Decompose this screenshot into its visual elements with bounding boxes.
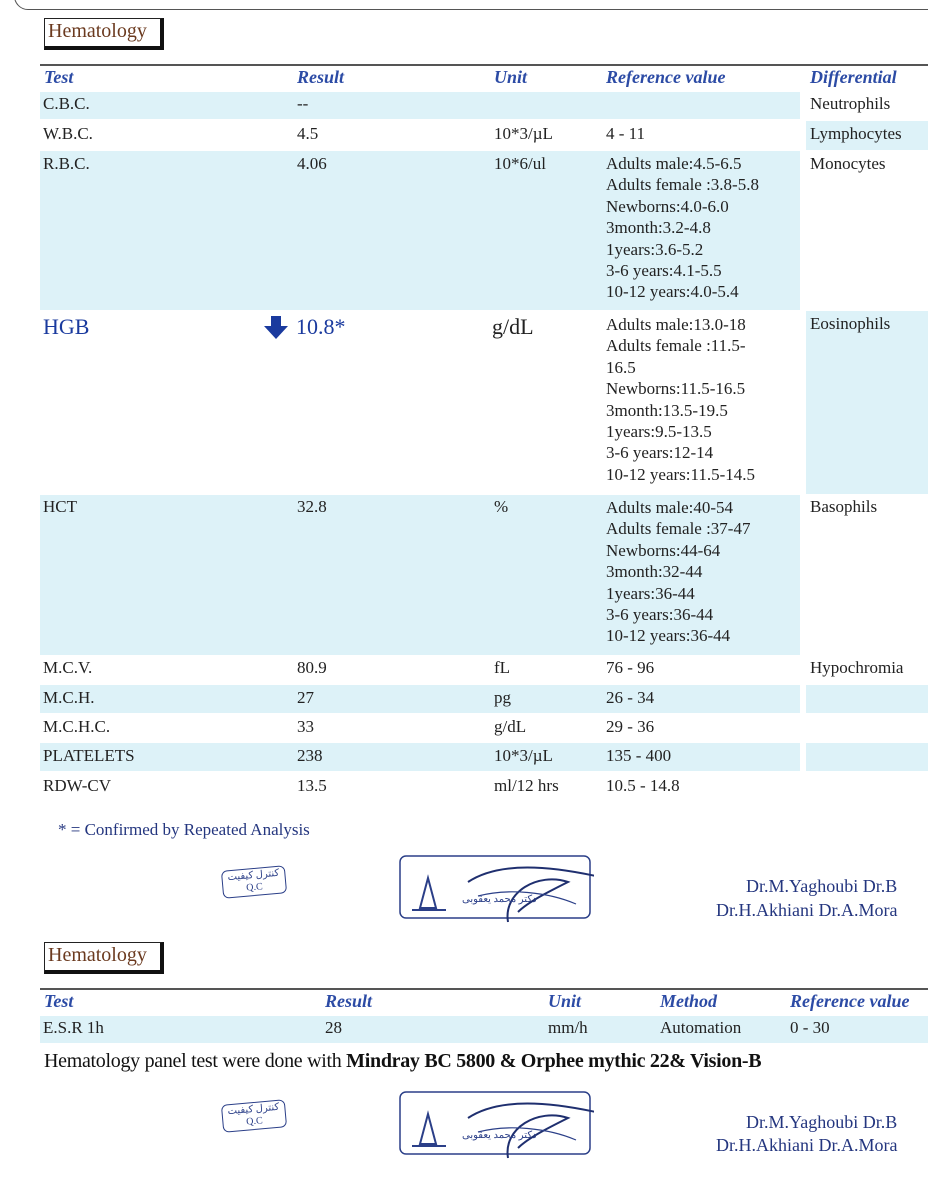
reference-line: Newborns:11.5-16.5: [606, 379, 746, 399]
differential-label: Hypochromia: [810, 658, 904, 677]
reference-line: 3-6 years:4.1-5.5: [606, 261, 722, 281]
reference-line: Newborns:4.0-6.0: [606, 196, 729, 216]
header-rule: [40, 64, 928, 66]
qc-stamp-label: Q.C: [245, 881, 264, 894]
test-name-highlight: HGB: [43, 314, 90, 339]
col-header-test: Test: [44, 991, 74, 1011]
col-header-unit: Unit: [548, 991, 582, 1011]
test-reference: 76 - 96: [606, 658, 655, 677]
reference-line: Adults male:13.0-18: [606, 315, 746, 334]
col-header-reference: Reference value: [790, 991, 910, 1011]
reference-line: 1years:9.5-13.5: [606, 422, 712, 442]
test-name: M.C.V.: [43, 658, 93, 677]
test-unit: fL: [494, 658, 511, 677]
test-reference: 26 - 34: [606, 688, 655, 707]
panel-note-devices: Mindray BC 5800 & Orphee mythic 22& Vision-B: [346, 1050, 762, 1072]
qc-stamp-fa: کنترل کیفیت: [227, 1101, 280, 1118]
test-result: 32.8: [297, 497, 327, 516]
section-title-hematology: [44, 18, 164, 50]
col-header-result: Result: [325, 991, 373, 1011]
reference-line: 1years:3.6-5.2: [606, 239, 704, 259]
panel-note-prefix: Hematology panel test were done with: [44, 1050, 347, 1072]
test-result: 4.06: [297, 154, 327, 173]
row-band: [40, 92, 800, 119]
doctor-seal-signature: [398, 852, 594, 924]
test-unit: %: [494, 497, 509, 516]
qc-stamp: [221, 1099, 287, 1132]
test-reference: [606, 497, 750, 647]
section-title-text: Hematology: [48, 20, 147, 42]
test-unit: mm/h: [548, 1018, 588, 1037]
diff-band: [806, 311, 928, 494]
test-result: 13.5: [297, 776, 327, 795]
test-result: 27: [297, 688, 314, 707]
footnote: * = Confirmed by Repeated Analysis: [58, 820, 310, 839]
test-reference: [606, 314, 755, 485]
test-name: E.S.R 1h: [43, 1018, 104, 1037]
test-reference: [606, 153, 759, 303]
header-rule: [40, 988, 928, 990]
test-reference: 4 - 11: [606, 124, 646, 143]
reference-line: 1years:36-44: [606, 583, 695, 603]
seal-text: دکتر محمد یعقوبی: [462, 894, 537, 905]
doctor-seal-signature: [398, 1088, 594, 1160]
reference-line: 10-12 years:4.0-5.4: [606, 282, 739, 302]
test-result-highlight: 10.8*: [296, 314, 346, 339]
differential-label: Basophils: [810, 497, 878, 516]
test-method: Automation: [660, 1018, 742, 1037]
test-result: 28: [325, 1018, 342, 1037]
test-reference: 29 - 36: [606, 717, 655, 736]
panel-note: [44, 1050, 761, 1073]
reference-line: Adults male:4.5-6.5: [606, 154, 742, 173]
test-reference: 10.5 - 14.8: [606, 776, 680, 795]
test-name: M.C.H.C.: [43, 717, 111, 736]
doctors-line-1: Dr.M.Yaghoubi Dr.B: [746, 876, 898, 896]
test-reference: 0 - 30: [790, 1018, 830, 1037]
row-band: [40, 743, 800, 771]
test-name: PLATELETS: [43, 746, 135, 765]
test-unit: 10*3/µL: [494, 124, 553, 143]
reference-line: 3-6 years:12-14: [606, 443, 714, 463]
differential-label: Neutrophils: [810, 94, 891, 113]
reference-line: 3month:13.5-19.5: [606, 400, 728, 420]
reference-line: 16.5: [606, 357, 636, 377]
col-header-test: Test: [44, 67, 74, 87]
col-header-differential: Differential: [810, 67, 897, 87]
differential-label: Monocytes: [810, 154, 886, 173]
section-title-hematology-2: [44, 942, 164, 974]
col-header-method: Method: [660, 991, 718, 1011]
reference-line: 3-6 years:36-44: [606, 605, 714, 625]
low-flag-arrow-icon: [262, 316, 290, 340]
differential-label: Lymphocytes: [810, 124, 902, 143]
col-header-reference: Reference value: [606, 67, 726, 87]
reference-line: Adults male:40-54: [606, 498, 734, 517]
doctors-line-1: Dr.M.Yaghoubi Dr.B: [746, 1112, 898, 1132]
reference-line: 10-12 years:11.5-14.5: [606, 464, 756, 484]
doctors-line-2: Dr.H.Akhiani Dr.A.Mora: [716, 900, 898, 920]
test-name: M.C.H.: [43, 688, 95, 707]
top-frame: [14, 0, 928, 10]
test-result: 238: [297, 746, 323, 765]
test-unit: pg: [494, 688, 511, 707]
diff-band: [806, 685, 928, 713]
reference-line: Adults female :3.8-5.8: [606, 175, 759, 195]
test-result: 80.9: [297, 658, 327, 677]
reference-line: Adults female :37-47: [606, 519, 751, 539]
test-result: 4.5: [297, 124, 319, 143]
test-unit: 10*3/µL: [494, 746, 553, 765]
test-name: HCT: [43, 497, 77, 516]
reference-line: 3month:3.2-4.8: [606, 218, 711, 238]
test-name: RDW-CV: [43, 776, 111, 795]
test-name: W.B.C.: [43, 124, 93, 143]
diff-band: [806, 743, 928, 771]
reference-line: 3month:32-44: [606, 562, 703, 582]
doctors-line-2: Dr.H.Akhiani Dr.A.Mora: [716, 1135, 898, 1155]
row-band: [40, 685, 800, 713]
test-unit: g/dL: [492, 314, 534, 339]
qc-stamp: [221, 865, 287, 898]
test-reference: 135 - 400: [606, 746, 672, 765]
seal-text: دکتر محمد یعقوبی: [462, 1130, 537, 1141]
test-result: --: [297, 94, 309, 113]
col-header-unit: Unit: [494, 67, 528, 87]
reference-line: Newborns:44-64: [606, 540, 721, 560]
reference-line: 10-12 years:36-44: [606, 626, 731, 646]
test-unit: g/dL: [494, 717, 527, 736]
test-name: C.B.C.: [43, 94, 90, 113]
col-header-result: Result: [297, 67, 345, 87]
section-title-text: Hematology: [48, 944, 147, 966]
test-result: 33: [297, 717, 314, 736]
test-unit: 10*6/ul: [494, 154, 546, 173]
differential-label: Eosinophils: [810, 314, 891, 333]
test-unit: ml/12 hrs: [494, 776, 559, 795]
qc-stamp-label: Q.C: [245, 1115, 264, 1128]
qc-stamp-fa: کنترل کیفیت: [227, 867, 280, 884]
test-name: R.B.C.: [43, 154, 90, 173]
reference-line: Adults female :11.5-: [606, 336, 746, 356]
